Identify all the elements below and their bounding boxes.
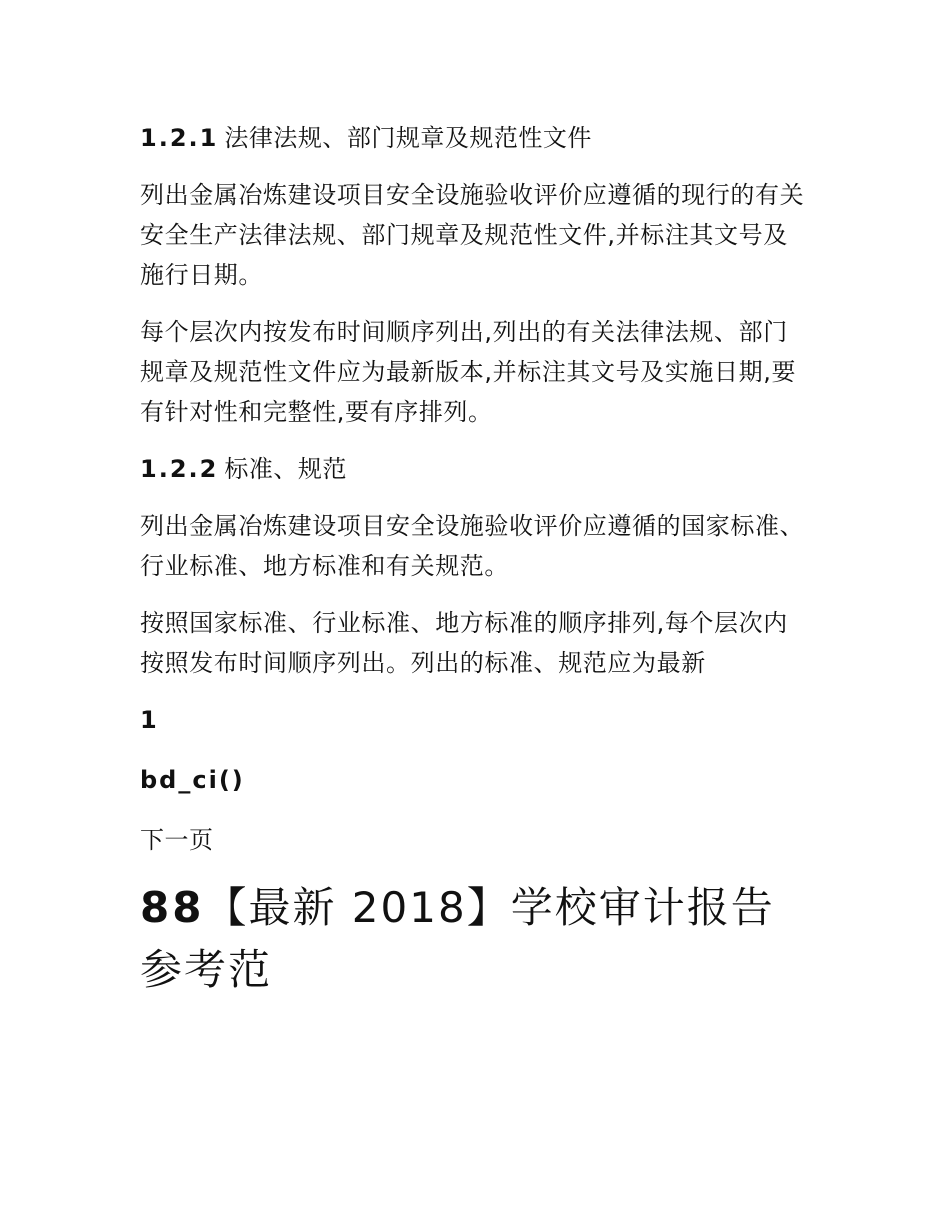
section-title: 标准、规范 xyxy=(224,455,347,483)
title-text: 【最新 2018】学校审计报告参考范 xyxy=(140,883,775,994)
title-number: 88 xyxy=(140,883,205,932)
section-heading-1-2-1 xyxy=(140,118,810,158)
page-number: 1 xyxy=(140,706,159,734)
paragraph-3: 列出金属冶炼建设项目安全设施验收评价应遵循的国家标准、行业标准、地方标准和有关规范。 xyxy=(140,512,805,580)
paragraph-2: 每个层次内按发布时间顺序列出,列出的有关法律法规、部门规章及规范性文件应为最新版本,并标注其文号及实施日期,要有针对性和完整性,要有序排列。 xyxy=(140,318,797,426)
paragraph-4: 按照国家标准、行业标准、地方标准的顺序排列,每个层次内按照发布时间顺序列出。列出的标准、规范应为最新 xyxy=(140,609,788,677)
paragraph-1: 列出金属冶炼建设项目安全设施验收评价应遵循的现行的有关安全生产法律法规、部门规章及规范性文件,并标注其文号及施行日期。 xyxy=(140,181,805,289)
section-number: 1.2.1 xyxy=(140,124,219,152)
script-call-text: bd_ci() xyxy=(140,766,245,794)
section-number: 1.2.2 xyxy=(140,455,219,483)
next-page-link[interactable]: 下一页 xyxy=(140,826,214,854)
document-title xyxy=(140,877,810,1001)
section-heading-1-2-2 xyxy=(140,449,810,489)
document-content xyxy=(140,118,810,1001)
section-title: 法律法规、部门规章及规范性文件 xyxy=(224,124,592,152)
